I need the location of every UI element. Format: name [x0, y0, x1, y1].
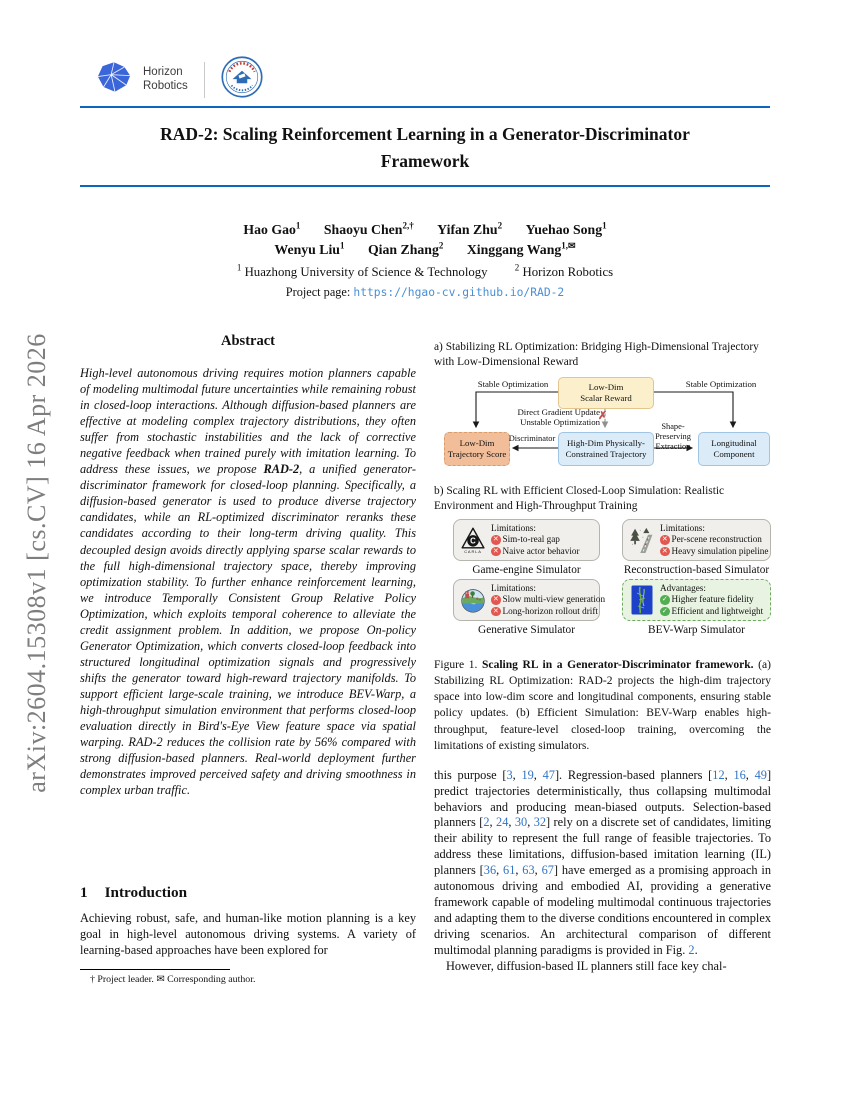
affiliation: $^1$ Huazhong University of Science & Technology [236, 263, 488, 280]
card-header: Limitations: [491, 583, 536, 594]
horizon-robotics-logo-text: Horizon Robotics [143, 65, 188, 92]
card-item: ✕ Heavy simulation pipeline [660, 546, 768, 558]
section-heading [80, 884, 416, 902]
carla-logo-icon [459, 526, 486, 554]
affiliation: $^2$ Horizon Robotics [514, 263, 614, 280]
top-rule [80, 106, 770, 108]
introduction-paragraph: Achieving robust, safe, and human-like motion planning is a key goal in high-level autonomous driving systems. A variety of learning-based approaches have been explored for [80, 911, 416, 957]
simulator-comparison-grid [434, 519, 771, 645]
game-engine-simulator-card [453, 519, 600, 561]
header-logos [95, 56, 263, 103]
card-item: ✕ Slow multi-view generation [491, 594, 605, 606]
x-badge-icon [491, 535, 501, 545]
logo-divider [204, 62, 205, 98]
author: Xinggang Wang$^{1,✉}$ [466, 240, 576, 258]
x-badge-icon [660, 535, 670, 545]
unstable-gradient-label: Direct Gradient Update Unstable Optimization [517, 406, 600, 428]
stable-optimization-left-label: Stable Optimization [477, 378, 549, 389]
card-item: ✕ Per-scene reconstruction [660, 534, 768, 546]
figure-part-b-label: b) Scaling RL with Efficient Closed-Loop Simulation: Realistic Environment and High-Throughput Training [434, 484, 725, 512]
stable-optimization-right-label: Stable Optimization [685, 378, 757, 389]
figure-1-caption: Figure 1. Scaling RL in a Generator-Discriminator framework. (a) Stabilizing RL Optimization: RAD-2 projects the high-dim trajectory space into low-dim score and longitudinal components, ensuring stable policy updates. (b) Efficient Simulation: BEV-Warp enables high-throughput, feature-level closed-loop training, overcoming the limitations of existing simulators. [434, 659, 771, 752]
svg-text:CARLA: CARLA [463, 549, 482, 555]
footnote-text: † Project leader. ✉ Corresponding author. [90, 974, 256, 985]
abstract-text: High-level autonomous driving requires motion planners capable of modeling multimodal future uncertainties while remaining robust in closed-loop interactions. Although diffusion-based planners are effective at modeling complex trajectory distributions, they often suffer from stochastic instabilities and the lack of corrective negative feedback when trained purely with imitation learning. To address these issues, we propose RAD-2, a unified generator-discriminator framework for closed-loop planning. Specifically, a diffusion-based generator is used to produce diverse trajectory candidates, while an RL-optimized discriminator reranks these candidates according to their long-term driving quality. This decoupled design avoids directly applying sparse scalar rewards to the full high-dimensional trajectory space, thereby improving optimization stability. To further enhance reinforcement learning, we introduce Temporally Consistent Group Relative Policy Optimization, which exploits temporal coherence to alleviate the credit assignment problem. In addition, we propose On-policy Generator Optimization, which converts closed-loop feedback into structured longitudinal optimization signals and progressively shifts the generator toward high-reward trajectory manifolds. To support efficient large-scale training, we introduce BEV-Warp, a high-throughput simulation environment that performs closed-loop evaluation directly in Bird's-Eye View feature space via spatial warping. RAD-2 reduces the collision rate by 56% compared with strong diffusion-based planners. Real-world deployment further demonstrates improved perceived safety and driving smoothness in complex urban traffic. [80, 366, 416, 798]
figure-1a-diagram [434, 377, 771, 475]
check-badge-icon [660, 595, 670, 605]
x-badge-icon [660, 547, 670, 557]
project-page-row [80, 285, 770, 300]
author-row-1 [80, 219, 770, 240]
trajectory-score-box: Low-Dim Trajectory Score [444, 432, 510, 466]
author: Yuehao Song$^1$ [525, 220, 607, 237]
project-page-label: Project page: [285, 285, 351, 300]
shape-preserving-label: Shape-Preserving Extraction [655, 421, 691, 451]
svg-text:C: C [469, 536, 476, 546]
card-item: ✓ Higher feature fidelity [660, 594, 767, 606]
abstract-heading: Abstract [221, 333, 275, 349]
university-seal-icon [221, 56, 263, 103]
left-column [80, 333, 416, 881]
card-caption: Game-engine Simulator [472, 564, 581, 577]
bev-feature-map-icon [628, 585, 655, 615]
introduction-section [80, 884, 416, 959]
footnote [80, 969, 416, 985]
bev-warp-simulator-card [622, 579, 771, 621]
discriminator-label: Discriminator [508, 433, 556, 443]
affiliations [80, 263, 770, 280]
project-page-link[interactable]: https://hgao-cv.github.io/RAD-2 [353, 286, 565, 300]
author: Qian Zhang$^2$ [367, 240, 444, 258]
x-badge-icon [491, 607, 501, 617]
body-paragraph-1: this purpose [3, 19, 47]. Regression-based planners [12, 16, 49] predict trajectories deterministically, thus collapsing multimodal behaviors and producing mean-biased outputs. Selection-based planners [2, 24, 30, 32] rely on a discrete set of candidates, limiting their ability to represent the full range of feasible trajectories. To address these limitations, diffusion-based imitation learning (IL) planners [36, 61, 63, 67] have emerged as a promising approach in autonomous driving and embodied AI, providing a generative framework capable of modeling multimodal continuous trajectories and adapting them to the diverse conditions encountered in complex driving scenarios. An architectural comparison of different multimodal planning paradigms is provided in Fig. 2. [434, 767, 772, 957]
arxiv-watermark: arXiv:2604.15308v1 [cs.CV] 16 Apr 2026 [22, 333, 51, 793]
card-header: Advantages: [660, 583, 706, 594]
card-header: Limitations: [660, 523, 705, 534]
x-badge-icon [491, 595, 501, 605]
author: Yifan Zhu$^2$ [437, 220, 503, 237]
right-column [434, 340, 771, 974]
section-number: 1 [80, 884, 88, 901]
unstable-x-icon: ✗ [598, 409, 608, 422]
card-item: ✕ Naive actor behavior [491, 546, 596, 558]
author: Shaoyu Chen$^{2,\dagger}$ [323, 220, 414, 237]
trees-road-icon [628, 527, 655, 553]
author: Hao Gao$^1$ [243, 220, 301, 237]
card-header: Limitations: [491, 523, 536, 534]
generative-simulator-card [453, 579, 606, 621]
reward-box: Low-Dim Scalar Reward [558, 377, 654, 409]
trajectory-box: High-Dim Physically- Constrained Trajectory [558, 432, 654, 466]
footnote-rule [80, 969, 230, 970]
card-caption: Generative Simulator [478, 624, 575, 637]
card-item: ✓ Efficient and lightweight [660, 606, 767, 618]
longitudinal-box: Longitudinal Component [698, 432, 770, 466]
horizon-robotics-logo-icon [95, 61, 133, 99]
globe-city-icon [459, 587, 486, 613]
check-badge-icon [660, 607, 670, 617]
reconstruction-simulator-card [622, 519, 771, 561]
card-item: ✕ Long-horizon rollout drift [491, 606, 605, 618]
body-paragraph-2: However, diffusion-based IL planners still face key chal- [446, 958, 727, 973]
section-title: Introduction [104, 884, 188, 901]
card-caption: Reconstruction-based Simulator [623, 564, 770, 577]
author: Wenyu Liu$^1$ [274, 240, 345, 258]
paper-title: RAD-2: Scaling Reinforcement Learning in a Generator-Discriminator Framework [160, 124, 690, 172]
title-bottom-rule [80, 185, 770, 187]
author-block [80, 219, 770, 300]
card-item: ✕ Sim-to-real gap [491, 534, 596, 546]
figure-part-a-label: a) Stabilizing RL Optimization: Bridging High-Dimensional Trajectory with Low-Dimensional Reward [434, 341, 759, 369]
card-caption: BEV-Warp Simulator [648, 624, 745, 637]
x-badge-icon [491, 547, 501, 557]
author-row-2 [80, 240, 770, 261]
